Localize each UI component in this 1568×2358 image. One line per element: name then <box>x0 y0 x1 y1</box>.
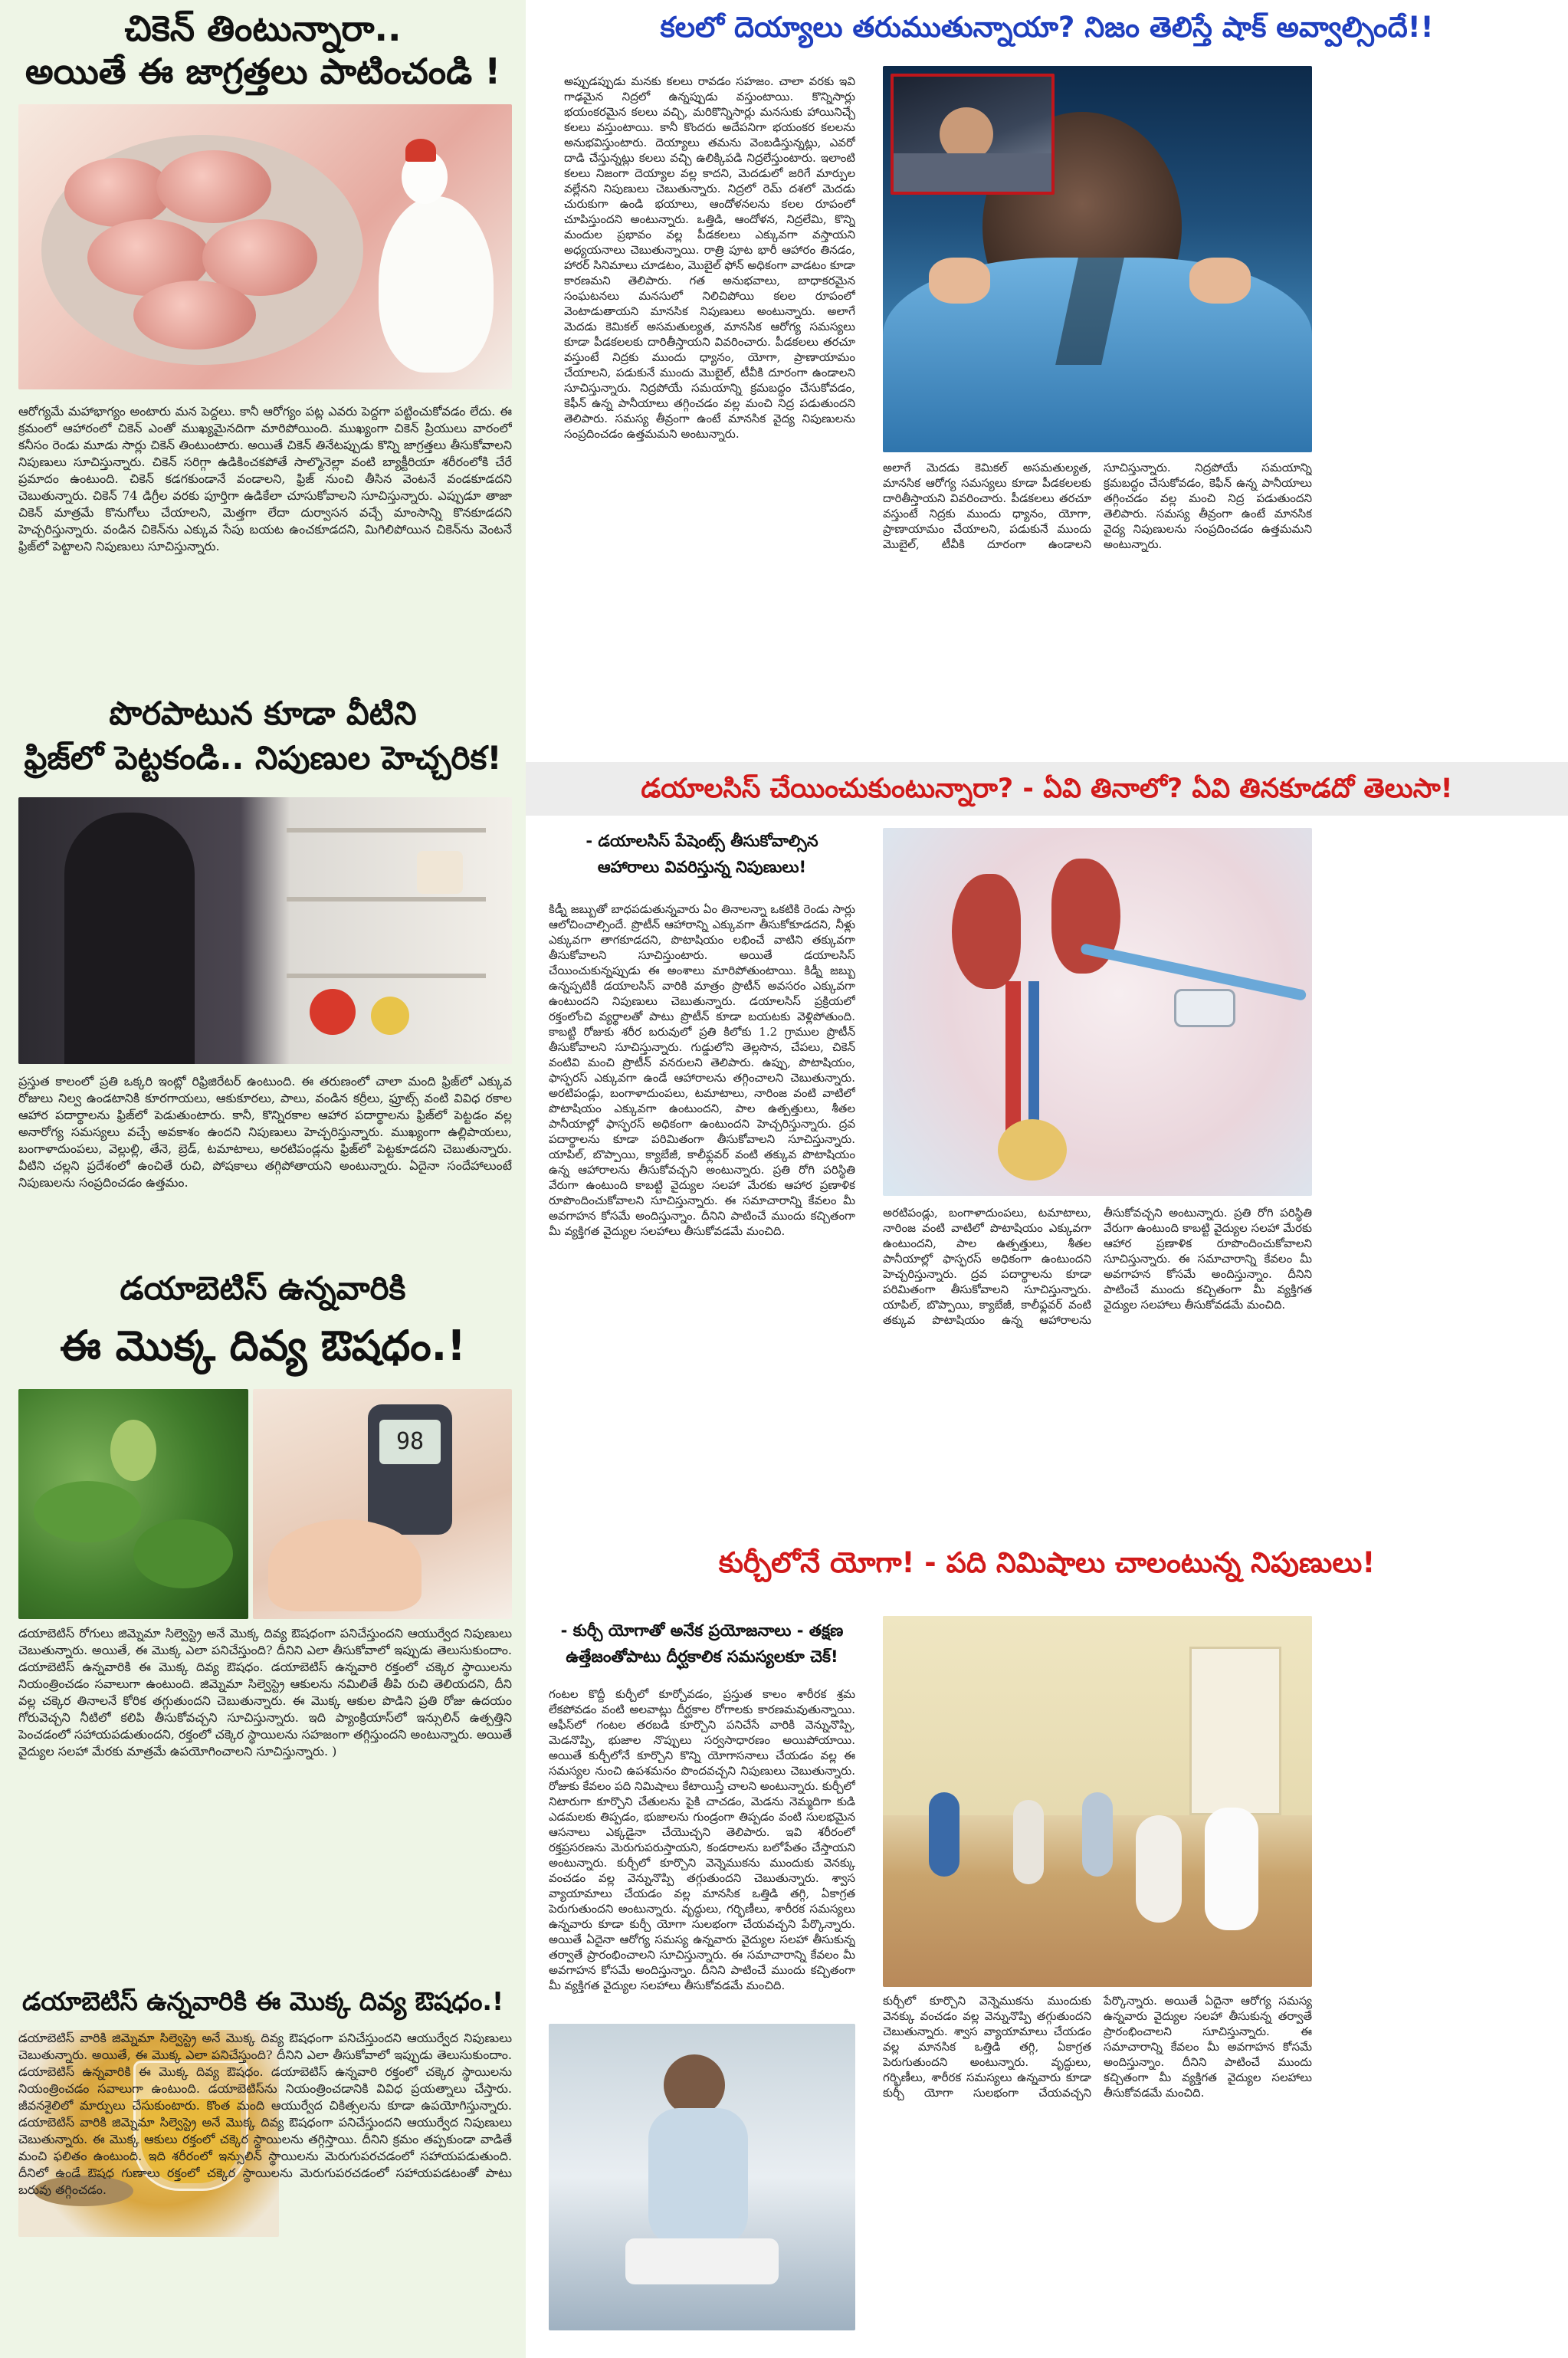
plant-image <box>18 1389 248 1619</box>
yoga-deck <box>549 1617 855 1679</box>
diabetes-article-1 <box>0 1263 526 1386</box>
diabetes-headline-1: డయాబెటిస్ ఉన్నవారికి <box>120 1269 406 1307</box>
yoga-deck-1: - కుర్చీ యోగాతో అనేక ప్రయోజనాలు - తక్షణ <box>560 1621 844 1640</box>
dialysis-body-continued: అరటిపండ్లు, బంగాళాదుంపలు, టమాటాలు, నారింజ వంటి వాటిలో పొటాషియం ఎక్కువగా ఉంటుందని, పాల ఉత్పత్తులు, శీతల పానీయాల్లో ఫాస్ఫరస్ అధికంగా ఉంటుందని హెచ్చరిస్తున్నారు. ద్రవ పదార్థాలను కూడా పరిమితంగా తీసుకోవాలని సూచిస్తున్నారు. యాపిల్, బొప్పాయి, క్యాబేజీ, కాలీఫ్లవర్ వంటి తక్కువ పొటాషియం ఉన్న ఆహారాలను తీసుకోవచ్చని అంటున్నారు. ప్రతి రోగి పరిస్థితి వేరుగా ఉంటుంది కాబట్టి వైద్యుల సలహా మేరకు ఆహార ప్రణాళిక రూపొందించుకోవాలని సూచిస్తున్నారు. ఈ సమాచారాన్ని కేవలం మీ అవగాహన కోసమే అందిస్తున్నాం. దీనిని పాటించే ముందు కచ్చితంగా మీ వ్యక్తిగత వైద్యుల సలహాలు తీసుకోవడమే మంచిది. <box>883 1206 1312 1327</box>
chicken-headline-2: అయితే ఈ జాగ్రత్తలు పాటించండి ! <box>25 51 501 92</box>
dreams-body-continued: అలాగే మెదడు కెమికల్ అసమతుల్యత, మానసిక ఆరోగ్య సమస్యలు కూడా పీడకలలకు దారితీస్తాయని వివరించారు. పీడకలలు తరచూ వస్తుంటే నిద్రకు ముందు ధ్యానం, యోగా, ప్రాణాయామం చేయాలని, పడుకునే ముందు మొబైల్, టీవీకి దూరంగా ఉండాలని సూచిస్తున్నారు. నిద్రపోయే సమయాన్ని క్రమబద్ధం చేసుకోవడం, కెఫీన్ ఉన్న పానీయాలు తగ్గించడం వల్ల మంచి నిద్ర పడుతుందని తెలిపారు. సమస్య తీవ్రంగా ఉంటే మానసిక వైద్య నిపుణులను సంప్రదించడం ఉత్తమమని అంటున్నారు. <box>883 461 1312 551</box>
yoga-headline: కుర్చీలోనే యోగా! - పది నిమిషాలు చాలంటున్న నిపుణులు! <box>718 1546 1376 1579</box>
fridge-image <box>18 797 512 1064</box>
fridge-article <box>0 688 526 788</box>
meter-reading: 98 <box>379 1420 441 1464</box>
dialysis-deck-2: ఆహారాలు వివరిస్తున్న నిపుణులు! <box>597 858 807 876</box>
dreams-body: అప్పుడప్పుడు మనకు కలలు రావడం సహజం. చాలా వరకు ఇవి గాఢమైన నిద్రలో ఉన్నప్పుడు వస్తుంటాయి. కొన్నిసార్లు భయంకరమైన కలలు వచ్చి, మరికొన్నిసార్లు మనసుకు హాయినిచ్చే కలలు వస్తుంటాయి. కానీ కొందరు అదేపనిగా భయంకర కలలను అనుభవిస్తుంటారు. దెయ్యాలు తమను వెంబడిస్తున్నట్లు, ఎవరో దాడి చేస్తున్నట్లు కలలు వచ్చి ఉలిక్కిపడి నిద్రలేస్తుంటారు. ఇలాంటి కలలు నిజంగా దెయ్యాల వల్ల కాదని, మెదడులో జరిగే మార్పుల వల్లేనని నిపుణులు చెబుతున్నారు. నిద్రలో రెమ్ దశలో మెదడు చురుకుగా ఉండి భయాలు, ఆందోళనలను కలల రూపంలో చూపిస్తుందని అంటున్నారు. ఒత్తిడి, ఆందోళన, నిద్రలేమి, కొన్ని మందుల ప్రభావం వల్ల పీడకలలు ఎక్కువగా వస్తాయని అధ్యయనాలు చెబుతున్నాయి. రాత్రి పూట భారీ ఆహారం తినడం, హారర్ సినిమాలు చూడటం, మొబైల్ ఫోన్ అధికంగా వాడటం కూడా కారణమని తెలిపారు. గత అనుభవాలు, బాధాకరమైన సంఘటనలు మనసులో నిలిచిపోయి కలల రూపంలో వెంటాడుతాయని మానసిక నిపుణులు అంటున్నారు. అలాగే మెదడు కెమికల్ అసమతుల్యత, మానసిక ఆరోగ్య సమస్యలు కూడా పీడకలలకు దారితీస్తాయని వివరించారు. పీడకలలు తరచూ వస్తుంటే నిద్రకు ముందు ధ్యానం, యోగా, ప్రాణాయామం చేయాలని, పడుకునే ముందు మొబైల్, టీవీకి దూరంగా ఉండాలని సూచిస్తున్నారు. నిద్రపోయే సమయాన్ని క్రమబద్ధం చేసుకోవడం, కెఫీన్ ఉన్న పానీయాలు తగ్గించడం వల్ల మంచి నిద్ర పడుతుందని తెలిపారు. సమస్య తీవ్రంగా ఉంటే మానసిక వైద్య నిపుణులను సంప్రదించడం ఉత్తమమని అంటున్నారు. <box>564 74 855 441</box>
fridge-body: ప్రస్తుత కాలంలో ప్రతి ఒక్కరి ఇంట్లో రిఫ్రిజిరేటర్ ఉంటుంది. ఈ తరుణంలో చాలా మంది ఫ్రిజ్‌లో ఎక్కువ రోజులు నిల్వ ఉండటానికి కూరగాయలు, ఆకుకూరలు, పాలు, వండిన కర్రీలు, ఫ్రూట్స్ వంటి వివిధ రకాల ఆహార పదార్థాలను ఫ్రిజ్‌లో పెడుతుంటారు. కానీ, కొన్నిరకాల ఆహార పదార్థాలను ఫ్రిజ్‌లో పెట్టడం వల్ల అనారోగ్య సమస్యలు వచ్చే అవకాశం ఉందని నిపుణులు హెచ్చరిస్తున్నారు. ముఖ్యంగా ఉల్లిపాయలు, బంగాళాదుంపలు, వెల్లుల్లి, తేనె, బ్రెడ్, టమాటాలు, అరటిపండ్లను ఫ్రిజ్‌లో పెట్టకూడదని చెబుతున్నారు. వీటిని చల్లని ప్రదేశంలో ఉంచితే రుచి, పోషకాలు తగ్గిపోతాయని అంటున్నారు. ఏదైనా సందేహాలుంటే నిపుణులను సంప్రదించడం ఉత్తమం. <box>18 1074 512 1190</box>
diabetes-body-2: డయాబెటిస్ వారికి జిమ్నెమా సిల్వెస్ట్రె అనే మొక్క దివ్య ఔషధంగా పనిచేస్తుందని ఆయుర్వేద నిపుణులు చెబుతున్నారు. అయితే, ఈ మొక్క ఎలా పనిచేస్తుంది? దీనిని ఎలా తీసుకోవాలో ఇప్పుడు తెలుసుకుందాం. డయాబెటిస్ ఉన్నవారికి ఈ మొక్క దివ్య ఔషధం. డయాబెటిస్ ఉన్నవారి రక్తంలో చక్కెర స్థాయిలను నియంత్రించడం సవాలుగా ఉంటుంది. డయాబెటిస్‌ను నియంత్రించడానికి వివిధ ప్రయత్నాలు చేస్తారు. జీవనశైలిలో మార్పులు చేసుకుంటారు. కొంత మంది ఆయుర్వేద చికిత్సలను కూడా ఉపయోగిస్తున్నారు. డయాబెటిస్ వారికి జిమ్నెమా సిల్వెస్ట్రె అనే మొక్క దివ్య ఔషధంగా పనిచేస్తుందని ఆయుర్వేద నిపుణులు చెబుతున్నారు. ఈ మొక్క ఆకులు రక్తంలో చక్కెర స్థాయిలను తగ్గిస్తాయి. దీనిని క్రమం తప్పకుండా వాడితే మంచి ఫలితం ఉంటుంది. ఇది శరీరంలో ఇన్సులిన్ స్థాయిలను మెరుగుపరచడంలో సహాయపడుతుంది. దీనిలో ఉండే ఔషధ గుణాలు రక్తంలో చక్కెర స్థాయిలను మెరుగుపరచడంలో సహాయపడటంతో పాటు బరువు తగ్గించడం. <box>18 2031 512 2197</box>
chicken-image <box>18 104 512 389</box>
dialysis-body: కిడ్నీ జబ్బుతో బాధపడుతున్నవారు ఏం తినాలన్నా ఒకటికి రెండు సార్లు ఆలోచించాల్సిందే. ప్రొటీన్ ఆహారాన్ని ఎక్కువగా తీసుకోకూడదని, నీళ్లు ఎక్కువగా తాగకూడదని, పొటాషియం లభించే వాటిని తక్కువగా తీసుకోవాలని సూచిస్తుంటారు. అయితే డయాలసిస్ చేయించుకున్నప్పుడు ఈ అంశాలు మారిపోతుంటాయి. కిడ్నీ జబ్బు ఉన్నప్పటికీ డయాలసిస్ వారికి మాత్రం ప్రొటీన్ అవసరం ఎక్కువగా ఉంటుందని నిపుణులు చెబుతున్నారు. డయాలసిస్ ప్రక్రియలో రక్తంలోంచి వ్యర్థాలతో పాటు ప్రొటీన్ కూడా బయటకు వెళ్లిపోతుంది. కాబట్టి రోజుకు శరీర బరువులో ప్రతి కిలోకు 1.2 గ్రాముల ప్రొటీన్ తీసుకోవాలని సూచిస్తున్నారు. గుడ్డులోని తెల్లసొన, చేపలు, చికెన్ వంటివి మంచి ప్రొటీన్ వనరులని తెలిపారు. ఉప్పు, పొటాషియం, ఫాస్ఫరస్ ఎక్కువగా ఉండే ఆహారాలను తగ్గించాలని చెబుతున్నారు. అరటిపండ్లు, బంగాళాదుంపలు, టమాటాలు, నారింజ వంటి వాటిలో పొటాషియం ఎక్కువగా ఉంటుందని, పాల ఉత్పత్తులు, శీతల పానీయాల్లో ఫాస్ఫరస్ అధికంగా ఉంటుందని హెచ్చరిస్తున్నారు. ద్రవ పదార్థాలను కూడా పరిమితంగా తీసుకోవాలని సూచిస్తున్నారు. యాపిల్, బొప్పాయి, క్యాబేజీ, కాలీఫ్లవర్ వంటి తక్కువ పొటాషియం ఉన్న ఆహారాలను తీసుకోవచ్చని అంటున్నారు. ప్రతి రోగి పరిస్థితి వేరుగా ఉంటుంది కాబట్టి వైద్యుల సలహా మేరకు ఆహార ప్రణాళిక రూపొందించుకోవాలని సూచిస్తున్నారు. ఈ సమాచారాన్ని కేవలం మీ అవగాహన కోసమే అందిస్తున్నాం. దీనిని పాటించే ముందు కచ్చితంగా మీ వ్యక్తిగత వైద్యుల సలహాలు తీసుకోవడమే మంచిది. <box>549 902 855 1238</box>
glucose-meter-image <box>253 1389 512 1619</box>
yoga-body-continued: కుర్చీలో కూర్చొని వెన్నెముకను ముందుకు వెనక్కు వంచడం వల్ల వెన్నునొప్పి తగ్గుతుందని చెబుతున్నారు. శ్వాస వ్యాయామాలు చేయడం వల్ల మానసిక ఒత్తిడి తగ్గి, ఏకాగ్రత పెరుగుతుందని అంటున్నారు. వృద్ధులు, గర్భిణీలు, శారీరక సమస్యలు ఉన్నవారు కూడా కుర్చీ యోగా సులభంగా చేయవచ్చని పేర్కొన్నారు. అయితే ఏదైనా ఆరోగ్య సమస్య ఉన్నవారు వైద్యుల సలహా తీసుకున్న తర్వాతే ప్రారంభించాలని సూచిస్తున్నారు. ఈ సమాచారాన్ని కేవలం మీ అవగాహన కోసమే అందిస్తున్నాం. దీనిని పాటించే ముందు కచ్చితంగా మీ వ్యక్తిగత వైద్యుల సలహాలు తీసుకోవడమే మంచిది. <box>883 1994 1312 2100</box>
chicken-body: ఆరోగ్యమే మహాభాగ్యం అంటారు మన పెద్దలు. కానీ ఆరోగ్యం పట్ల ఎవరు పెద్దగా పట్టించుకోవడం లేదు. ఈ క్రమంలో ఆహారంలో చికెన్ ఎంతో ముఖ్యమైనదిగా మారిపోయింది. ముఖ్యంగా చికెన్ ప్రియులు వారంలో కనీసం రెండు మూడు సార్లు చికెన్ తింటుంటారు. అయితే చికెన్ తినేటప్పుడు కొన్ని జాగ్రత్తలు తీసుకోవాలని నిపుణులు సూచిస్తున్నారు. చికెన్ సరిగ్గా ఉడికించకపోతే సాల్మొనెల్లా వంటి బ్యాక్టీరియా శరీరంలోకి చేరే ప్రమాదం ఉంటుంది. చికెన్ కడగకుండానే వండాలని, ఫ్రిజ్ నుంచి తీసిన వెంటనే వండకూడదని చెబుతున్నారు. చికెన్ 74 డిగ్రీల వరకు పూర్తిగా ఉడికేలా చూసుకోవాలని సూచిస్తున్నారు. ఎప్పుడూ తాజా చికెన్ మాత్రమే కొనుగోలు చేయాలని, మెత్తగా లేదా దుర్వాసన వచ్చే మాంసాన్ని కొనకూడదని హెచ్చరిస్తున్నారు. వండిన చికెన్‌ను ఎక్కువ సేపు బయట ఉంచకూడదని, మిగిలిపోయిన చికెన్‌ను వెంటనే ఫ్రిజ్‌లో పెట్టాలని నిపుణులు సూచిస్తున్నారు. <box>18 404 512 553</box>
yoga-deck-2: ఉత్తేజంతోపాటు దీర్ఘకాలిక సమస్యలకూ చెక్! <box>566 1647 838 1666</box>
dialysis-image <box>883 828 1312 1196</box>
dialysis-deck-1: - డయాలసిస్ పేషెంట్స్ తీసుకోవాల్సిన <box>586 832 818 850</box>
dreams-headline: కలలో దెయ్యాలు తరుముతున్నాయా? నిజం తెలిస్తే షాక్ అవ్వాల్సిందే!! <box>660 11 1434 44</box>
chicken-headline-1: చికెన్ తింటున్నారా.. <box>124 8 402 49</box>
left-column <box>0 0 526 2358</box>
right-column <box>526 0 1568 2358</box>
fridge-headline-1: పొరపాటున కూడా వీటిని <box>109 695 417 732</box>
diabetes-headline-2: ఈ మొక్క దివ్య ఔషధం.! <box>60 1322 466 1370</box>
yoga-body: గంటల కొద్దీ కుర్చీలో కూర్చోవడం, ప్రస్తుత కాలం శారీరక శ్రమ లేకపోవడం వంటి అలవాట్లు దీర్ఘకాల రోగాలకు కారణమవుతున్నాయి. ఆఫీస్‌లో గంటల తరబడి కూర్చొని పనిచేసే వారికి వెన్నునొప్పి, మెడనొప్పి, భుజాల నొప్పులు సర్వసాధారణం అయిపోయాయి. అయితే కుర్చీలోనే కూర్చొని కొన్ని యోగాసనాలు చేయడం వల్ల ఈ సమస్యల నుంచి ఉపశమనం పొందవచ్చని నిపుణులు చెబుతున్నారు. రోజుకు కేవలం పది నిమిషాలు కేటాయిస్తే చాలని అంటున్నారు. కుర్చీలో నిటారుగా కూర్చొని చేతులను పైకి చాచడం, మెడను నెమ్మదిగా కుడి ఎడమలకు తిప్పడం, భుజాలను గుండ్రంగా తిప్పడం వంటి సులభమైన ఆసనాలు ఎక్కడైనా చేయొచ్చని తెలిపారు. ఇవి శరీరంలో రక్తప్రసరణను మెరుగుపరుస్తాయని, కండరాలను బలోపేతం చేస్తాయని అంటున్నారు. కుర్చీలో కూర్చొని వెన్నెముకను ముందుకు వెనక్కు వంచడం వల్ల వెన్నునొప్పి తగ్గుతుందని చెబుతున్నారు. శ్వాస వ్యాయామాలు చేయడం వల్ల మానసిక ఒత్తిడి తగ్గి, ఏకాగ్రత పెరుగుతుందని అంటున్నారు. వృద్ధులు, గర్భిణీలు, శారీరక సమస్యలు ఉన్నవారు కూడా కుర్చీ యోగా సులభంగా చేయవచ్చని పేర్కొన్నారు. అయితే ఏదైనా ఆరోగ్య సమస్య ఉన్నవారు వైద్యుల సలహా తీసుకున్న తర్వాతే ప్రారంభించాలని సూచిస్తున్నారు. ఈ సమాచారాన్ని కేవలం మీ అవగాహన కోసమే అందిస్తున్నాం. దీనిని పాటించే ముందు కచ్చితంగా మీ వ్యక్తిగత వైద్యుల సలహాలు తీసుకోవడమే మంచిది. <box>549 1687 855 1992</box>
fridge-headline-2: ఫ్రిజ్‌లో పెట్టకండి.. నిపుణుల హెచ్చరిక! <box>24 739 502 777</box>
dialysis-deck <box>549 828 855 889</box>
diabetes-article-2 <box>0 1979 526 2025</box>
chicken-article <box>0 0 526 399</box>
yoga-image <box>883 1616 1312 1987</box>
diabetes2-headline: డయాబెటిస్ ఉన్నవారికి ఈ మొక్క దివ్య ఔషధం.! <box>21 1986 504 2016</box>
diabetes-body-1: డయాబెటిస్ రోగులు జిమ్నెమా సిల్వెస్ట్రె అనే మొక్క దివ్య ఔషధంగా పనిచేస్తుందని ఆయుర్వేద నిపుణులు చెబుతున్నారు. అయితే, ఈ మొక్క ఎలా పనిచేస్తుంది? దీనిని ఎలా తీసుకోవాలో ఇప్పుడు తెలుసుకుందాం. డయాబెటిస్ ఉన్నవారికి ఈ మొక్క దివ్య ఔషధం. డయాబెటిస్ ఉన్నవారి రక్తంలో చక్కెర స్థాయిలను నియంత్రించడం సవాలుగా ఉంటుంది. జిమ్నెమా సిల్వెస్ట్రె ఆకులను నమిలితే తీపి రుచి తెలియదని, దీని వల్ల చక్కెర తినాలనే కోరిక తగ్గుతుందని చెబుతున్నారు. ఈ మొక్క ఆకుల పొడిని ప్రతి రోజు ఉదయం గోరువెచ్చని నీటిలో కలిపి తీసుకోవచ్చని సూచిస్తున్నారు. ఇది ప్యాంక్రియాస్‌లో ఇన్సులిన్ ఉత్పత్తిని పెంచడంలో సహాయపడుతుందని, రక్తంలో చక్కెర స్థాయిలను సహజంగా తగ్గిస్తుందని అంటున్నారు. అయితే వైద్యుల సలహా మేరకు మాత్రమే ఉపయోగించాలని సూచిస్తున్నారు. ) <box>18 1626 512 1759</box>
dreams-inset-image <box>891 74 1055 195</box>
yoga-small-image <box>549 2024 855 2330</box>
dialysis-headline: డయాలసిస్ చేయించుకుంటున్నారా? - ఏవి తినాలో? ఏవి తినకూడదో తెలుసా! <box>526 762 1568 816</box>
